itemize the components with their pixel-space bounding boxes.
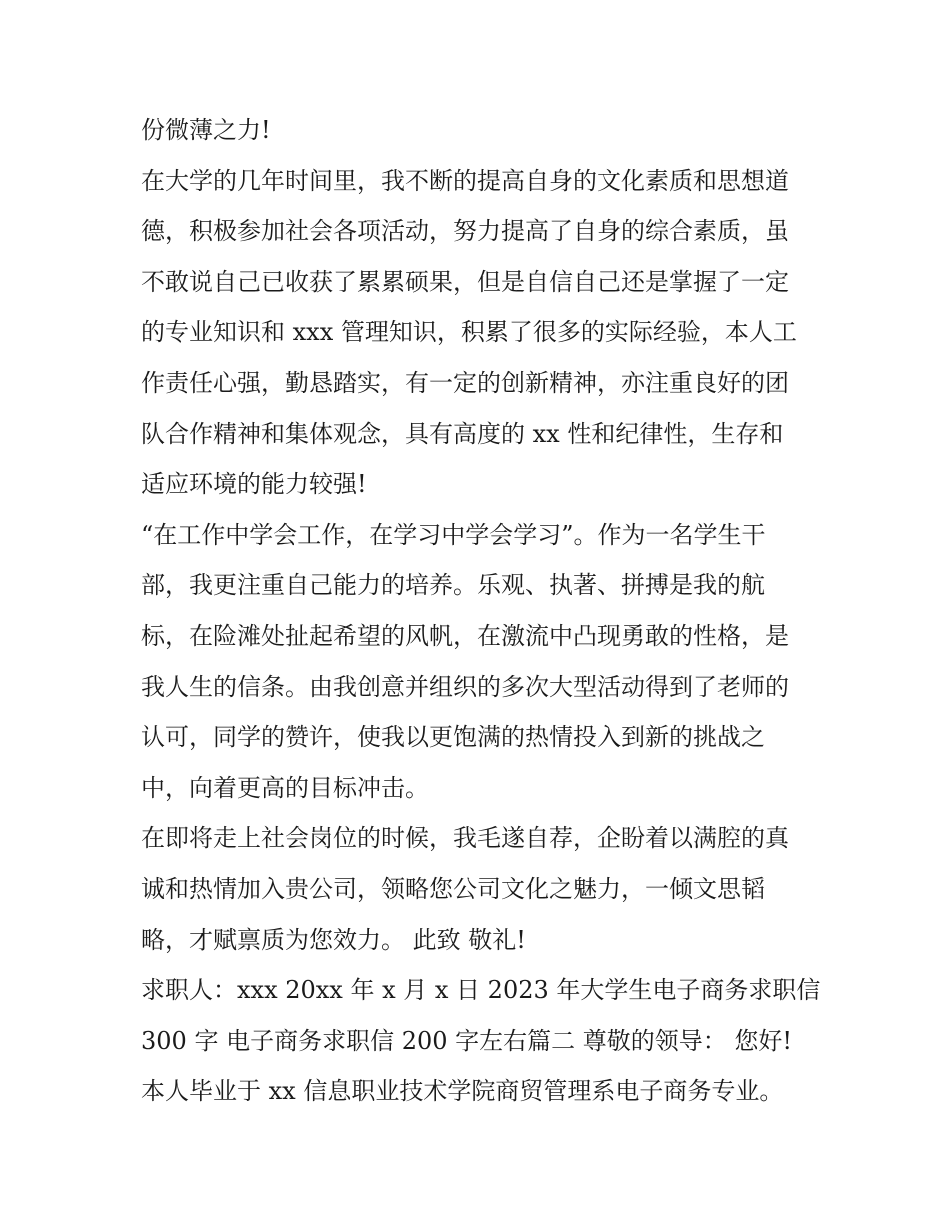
text-line: 标，在险滩处扯起希望的风帆，在激流中凸现勇敢的性格，是	[141, 621, 789, 650]
text-line: 求职人：xxx 20xx 年 x 月 x 日 2023 年大学生电子商务求职信	[141, 976, 821, 1005]
text-line: 认可，同学的赞许，使我以更饱满的热情投入到新的挑战之	[141, 723, 765, 752]
text-line: 不敢说自己已收获了累累硕果，但是自信自己还是掌握了一定	[141, 267, 789, 296]
text-line: 300 字 电子商务求职信 200 字左右篇二 尊敬的领导： 您好!	[141, 1026, 793, 1055]
text-line: 部，我更注重自己能力的培养。乐观、执著、拼搏是我的航	[141, 571, 765, 600]
document-body	[141, 105, 821, 1117]
text-line: 德，积极参加社会各项活动，努力提高了自身的综合素质，虽	[141, 217, 789, 246]
text-line: “在工作中学会工作，在学习中学会学习”。作为一名学生干	[141, 520, 766, 549]
text-line: 份微薄之力!	[141, 116, 271, 144]
text-line: 适应环境的能力较强!	[141, 470, 367, 499]
text-line: 在即将走上社会岗位的时候，我毛遂自荐，企盼着以满腔的真	[141, 824, 789, 853]
text-line: 中，向着更高的目标冲击。	[141, 773, 429, 802]
text-line: 的专业知识和 xxx 管理知识，积累了很多的实际经验，本人工	[141, 318, 797, 347]
text-line: 本人毕业于 xx 信息职业技术学院商贸管理系电子商务专业。	[141, 1077, 784, 1106]
text-line: 在大学的几年时间里，我不断的提高自身的文化素质和思想道	[141, 166, 789, 195]
text-line: 略，才赋禀质为您效力。 此致 敬礼!	[141, 925, 526, 954]
text-line: 我人生的信条。由我创意并组织的多次大型活动得到了老师的	[141, 672, 789, 701]
text-line: 作责任心强，勤恳踏实，有一定的创新精神，亦注重良好的团	[141, 368, 789, 397]
text-line: 队合作精神和集体观念，具有高度的 xx 性和纪律性，生存和	[141, 419, 784, 448]
text-line: 诚和热情加入贵公司，领略您公司文化之魅力，一倾文思韬	[141, 874, 765, 903]
